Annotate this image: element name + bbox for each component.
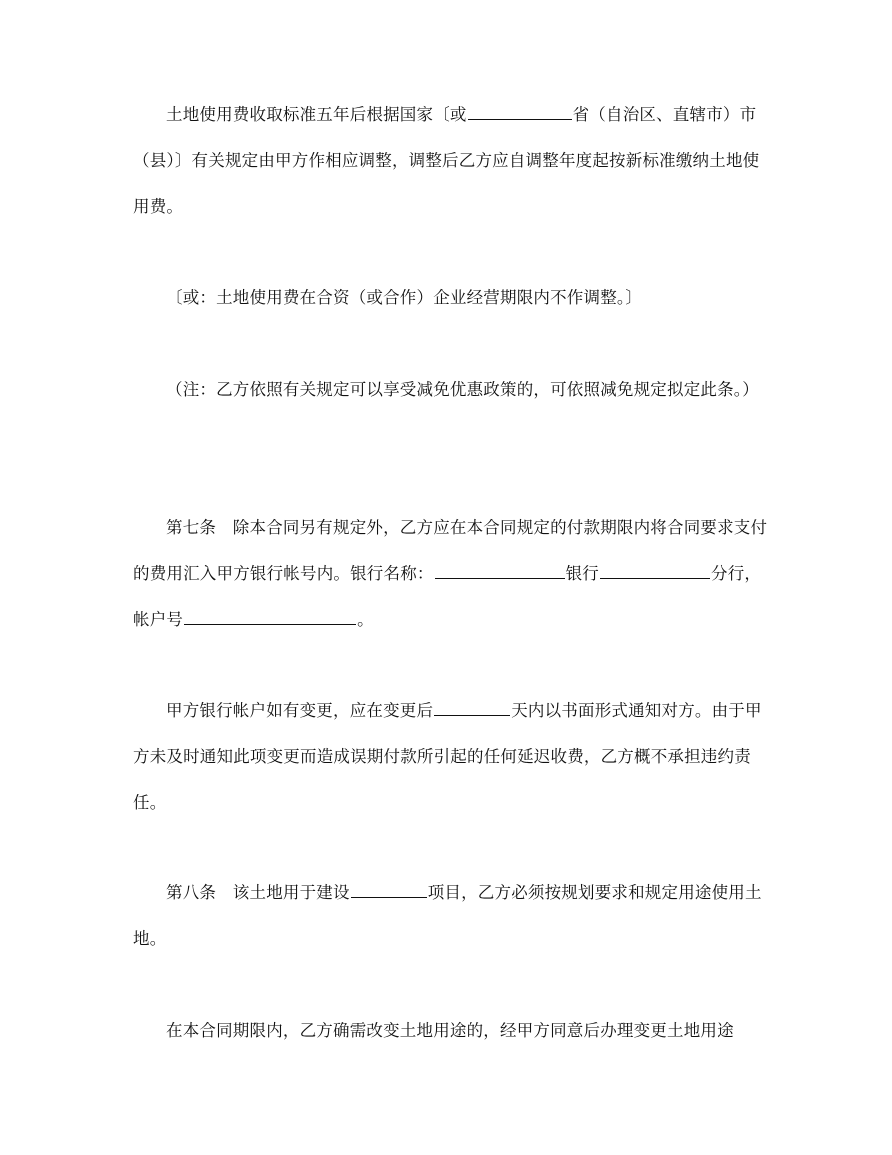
blank-days[interactable] xyxy=(434,714,510,716)
paragraph-text: 银行 xyxy=(565,564,600,583)
paragraph-text: 省（自治区、直辖市）市（县）〕有关规定由甲方作相应调整，调整后乙方应自调整年度起按新标准缴纳土地使用费。 xyxy=(133,105,760,216)
blank-province[interactable] xyxy=(468,118,572,120)
paragraph-text: 。 xyxy=(357,610,374,629)
paragraph-land-fee-adjustment xyxy=(133,92,773,230)
paragraph-text: 分行，帐户号 xyxy=(133,564,762,629)
paragraph-text: 第八条 该土地用于建设 xyxy=(166,883,350,902)
paragraph-text: 土地使用费收取标准五年后根据国家〔或 xyxy=(166,105,467,124)
blank-bank[interactable] xyxy=(600,577,710,579)
blank-bank-name[interactable] xyxy=(435,577,565,579)
paragraph-text: 项目，乙方必须按规划要求和规定用途使用土地。 xyxy=(133,883,762,948)
blank-project[interactable] xyxy=(351,896,427,898)
paragraph-fee-alternative: 〔或：土地使用费在合资（或合作）企业经营期限内不作调整。〕 xyxy=(166,288,643,307)
paragraph-note-exemption: （注：乙方依照有关规定可以享受减免优惠政策的，可依照减免规定拟定此条。） xyxy=(166,380,759,399)
paragraph-article-eight xyxy=(133,870,773,962)
paragraph-land-use-change: 在本合同期限内，乙方确需改变土地用途的，经甲方同意后办理变更土地用途 xyxy=(166,1021,734,1040)
paragraph-text: 天内以书面形式通知对方。由于甲方未及时通知此项变更而造成误期付款所引起的任何延迟收费，乙方概不承担违约责任。 xyxy=(133,701,762,812)
paragraph-text: 第七条 除本合同另有规定外，乙方应在本合同规定的付款期限内将合同要求支付的费用汇入甲方银行帐号内。银行名称： xyxy=(133,518,768,583)
paragraph-bank-change xyxy=(133,688,773,826)
paragraph-article-seven xyxy=(133,505,773,643)
blank-account-number[interactable] xyxy=(184,623,356,625)
paragraph-text: 甲方银行帐户如有变更，应在变更后 xyxy=(166,701,434,720)
